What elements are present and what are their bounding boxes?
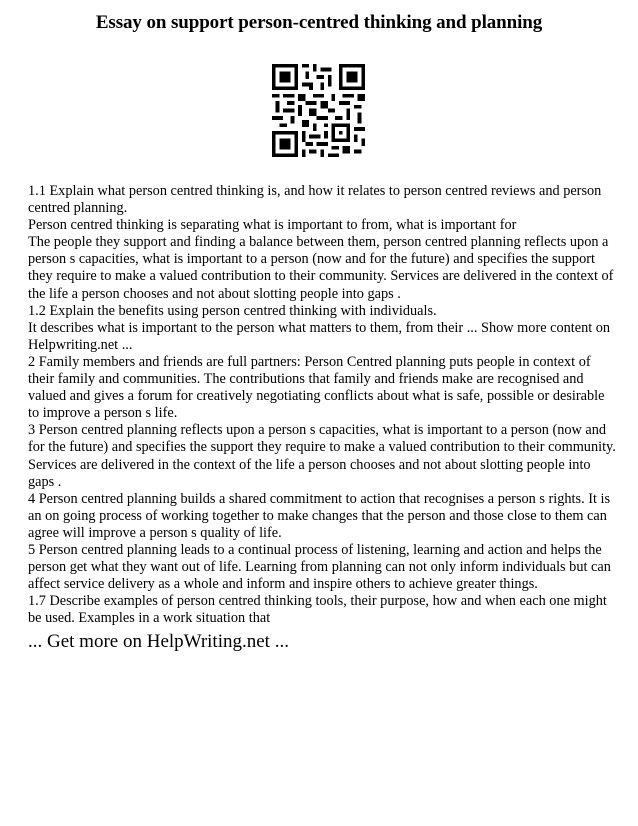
paragraph: It describes what is important to the person what matters to them, from their ... Show more content on Helpwriting.net ... (28, 319, 611, 353)
get-more-link[interactable]: ... Get more on HelpWriting.net ... (28, 631, 289, 652)
paragraph: The people they support and finding a balance between them, person centred planning reflects upon a person s capacities, what is important to a person (now and for the future) and specifies the support they require to make a valued contribution to their community. Services are delivered in the context of the life a person chooses and not about slotting people into gaps . (28, 234, 614, 302)
paragraph: 5 Person centred planning leads to a continual process of listening, learning and action and helps the person get what they want out of life. Learning from planning can not only inform individuals but can affect service delivery as a whole and inform and inspire others to achieve greater things. (28, 541, 611, 593)
paragraph: 4 Person centred planning builds a shared commitment to action that recognises a person s rights. It is an on going process of working together to make changes that the person and those close to them can agree will improve a person s quality of life. (28, 490, 611, 541)
paragraph: 2 Family members and friends are full partners: Person Centred planning puts people in context of their family and communities. The contributions that family and friends make are recognised and valued and gives a forum for creatively negotiating conflicts about what is safe, possible or desirable to improve a person s life. (28, 353, 605, 422)
paragraph: 1.7 Describe examples of person centred thinking tools, their purpose, how and when each one might be used. Examples in a work situation that (28, 593, 607, 627)
page-title: Essay on support person-centred thinking and planning (95, 12, 543, 33)
paragraph: 1.1 Explain what person centred thinking is, and how it relates to person centred reviews and person centred planning. (28, 183, 602, 217)
paragraph: 3 Person centred planning reflects upon a person s capacities, what is important to a person (now and for the future) and specifies the support they require to make a valued contribution to their community. Services are delivered in the context of the life a person chooses and not about slotting people into gaps . (28, 422, 616, 490)
paragraph: 1.2 Explain the benefits using person centred thinking with individuals. (28, 302, 437, 319)
qr-code-icon (272, 64, 365, 157)
essay-body (28, 183, 616, 627)
paragraph: Person centred thinking is separating what is important to from, what is important for (28, 217, 517, 234)
